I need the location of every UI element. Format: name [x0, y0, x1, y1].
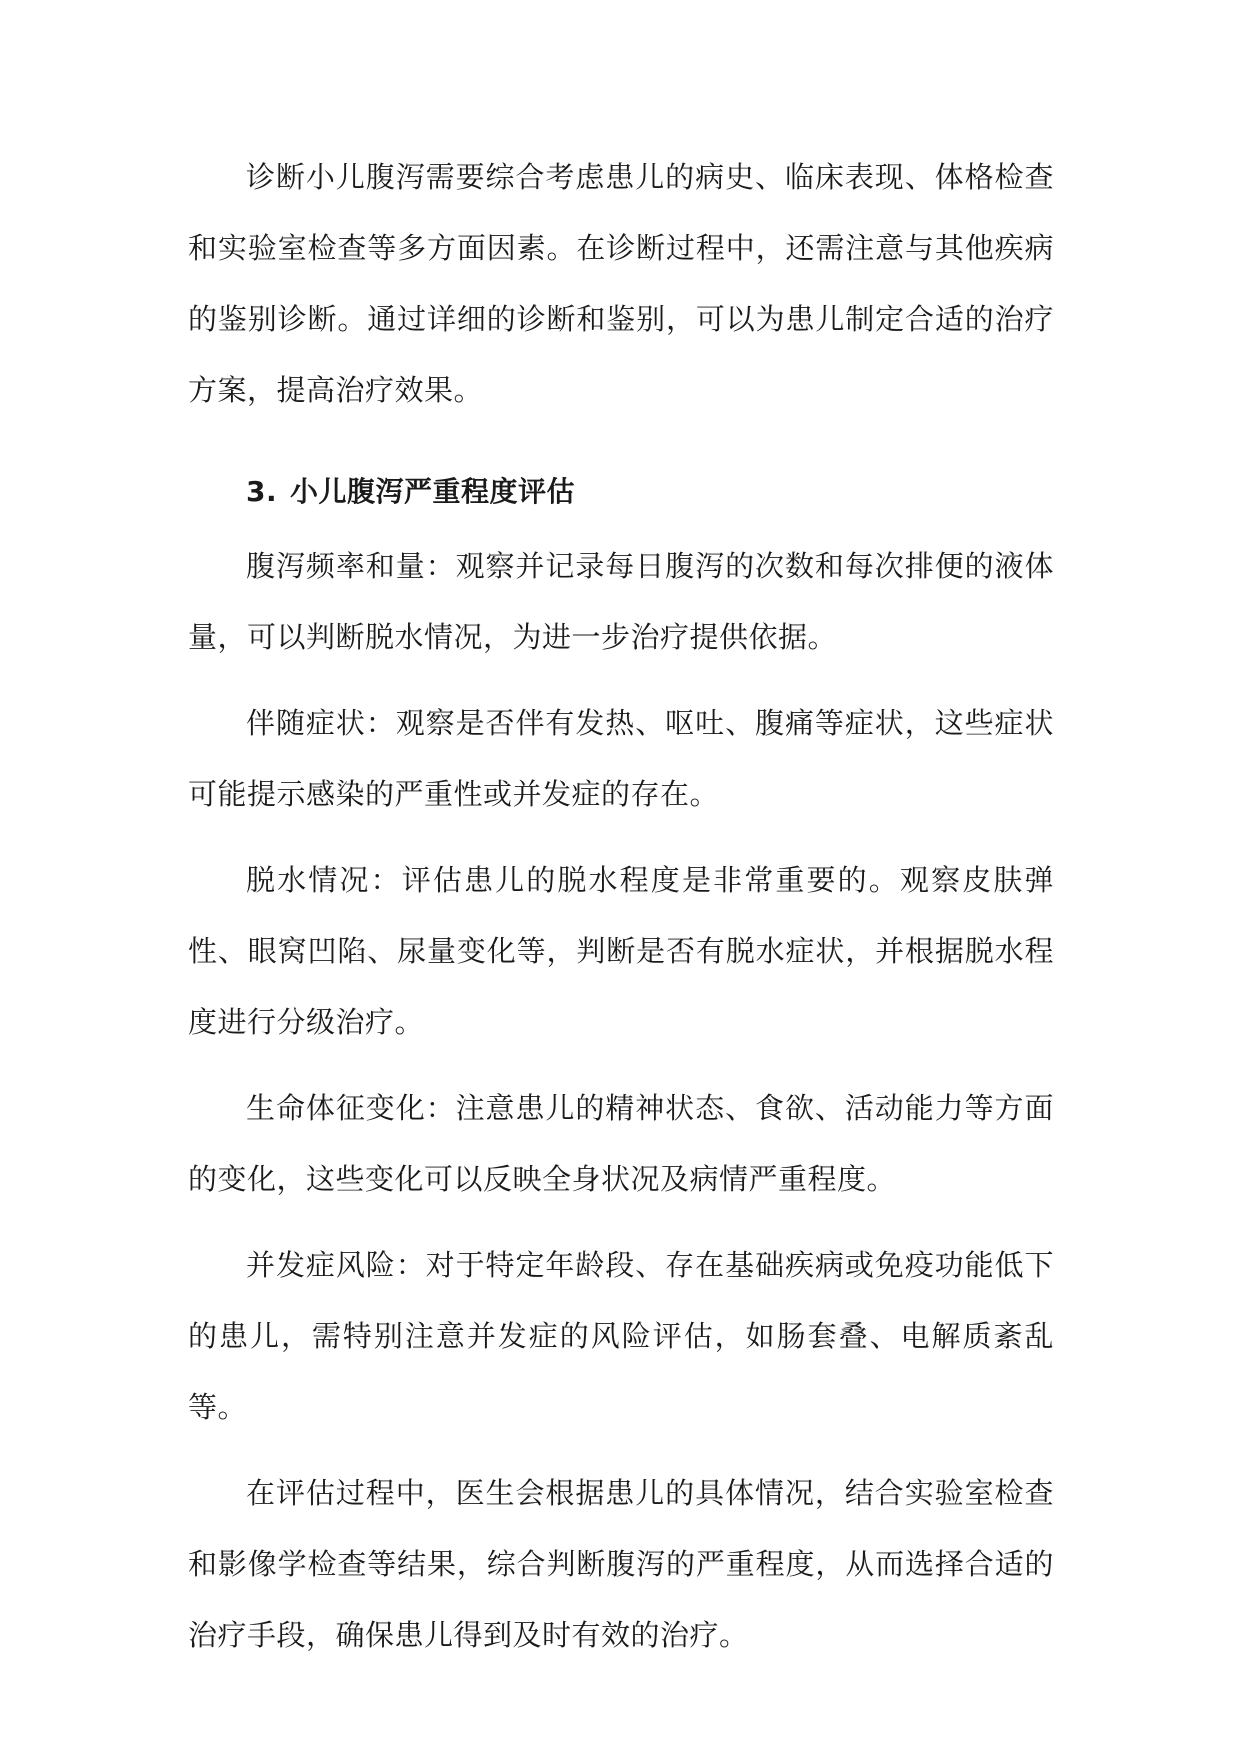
section-heading — [188, 456, 1054, 531]
section-number: 3. — [246, 475, 278, 508]
paragraph-diarrhea-frequency: 腹泻频率和量：观察并记录每日腹泻的次数和每次排便的液体量，可以判断脱水情况，为进一步治疗提供依据。 — [188, 549, 1054, 654]
paragraph-vital-signs: 生命体征变化：注意患儿的精神状态、食欲、活动能力等方面的变化，这些变化可以反映全身状况及病情严重程度。 — [188, 1091, 1054, 1196]
section-title: 小儿腹泻严重程度评估 — [290, 475, 576, 508]
paragraph-dehydration: 脱水情况：评估患儿的脱水程度是非常重要的。观察皮肤弹性、眼窝凹陷、尿量变化等，判断是否有脱水症状，并根据脱水程度进行分级治疗。 — [188, 863, 1054, 1039]
paragraph-assessment-summary: 在评估过程中，医生会根据患儿的具体情况，结合实验室检查和影像学检查等结果，综合判断腹泻的严重程度，从而选择合适的治疗手段，确保患儿得到及时有效的治疗。 — [188, 1476, 1054, 1652]
paragraph-accompanying-symptoms: 伴随症状：观察是否伴有发热、呕吐、腹痛等症状，这些症状可能提示感染的严重性或并发症的存在。 — [188, 706, 1054, 811]
document-page — [188, 142, 1054, 1671]
section-spacer — [188, 426, 1054, 456]
intro-paragraph: 诊断小儿腹泻需要综合考虑患儿的病史、临床表现、体格检查和实验室检查等多方面因素。在诊断过程中，还需注意与其他疾病的鉴别诊断。通过详细的诊断和鉴别，可以为患儿制定合适的治疗方案，提高治疗效果。 — [188, 160, 1054, 407]
paragraph-complication-risk: 并发症风险：对于特定年龄段、存在基础疾病或免疫功能低下的患儿，需特别注意并发症的风险评估，如肠套叠、电解质紊乱等。 — [188, 1248, 1054, 1424]
